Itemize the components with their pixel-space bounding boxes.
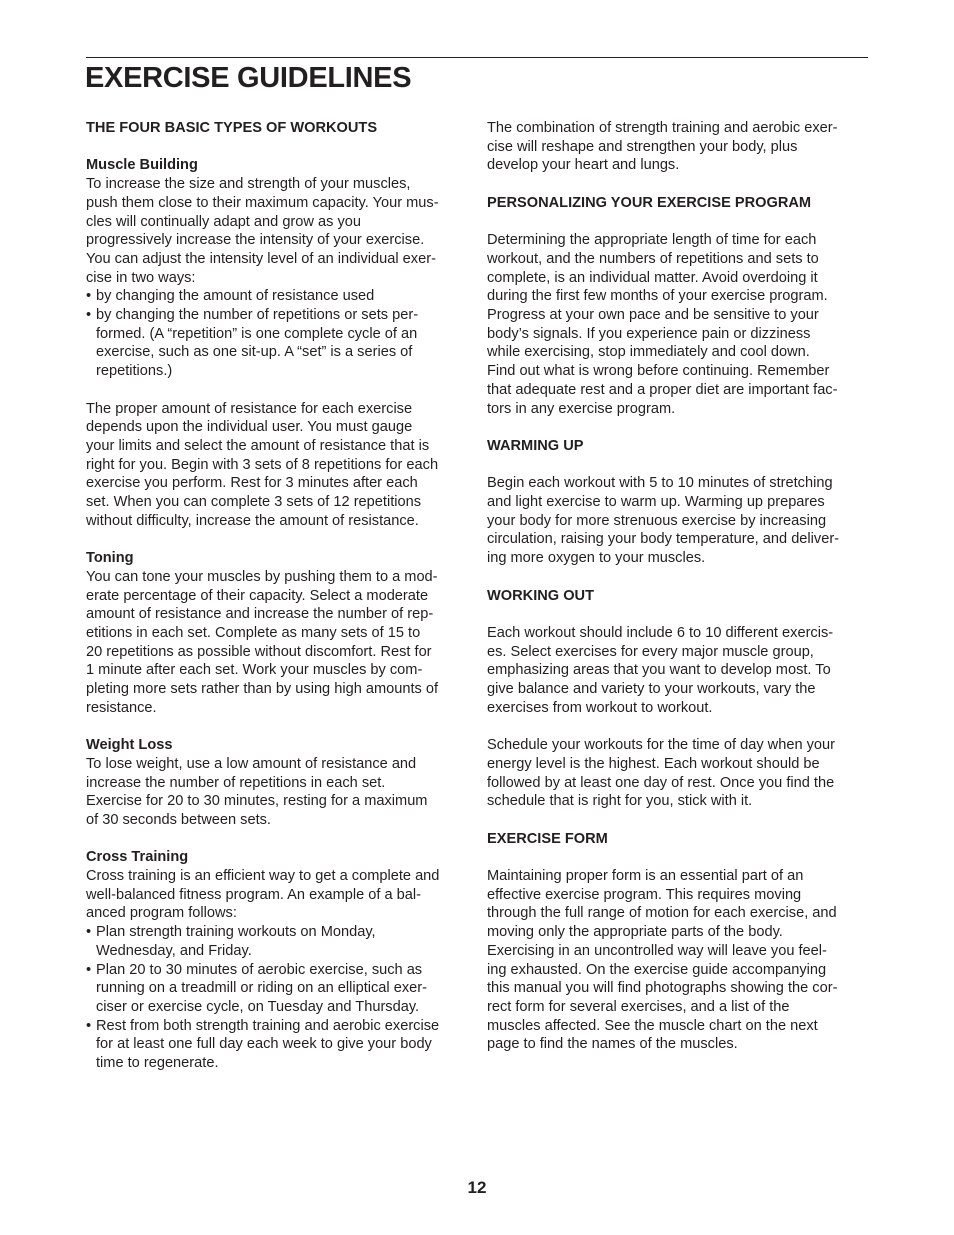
text-line: Cross training is an efficient way to get a complete and xyxy=(86,868,440,885)
text-line: You can tone your muscles by pushing them to a mod- xyxy=(86,568,438,585)
working-out-text xyxy=(487,624,868,718)
text-line: Schedule your workouts for the time of day when your xyxy=(487,737,835,754)
section-heading-working-out: WORKING OUT xyxy=(487,587,595,604)
text-line: followed by at least one day of rest. Once you find the xyxy=(487,774,835,791)
text-line: give balance and variety to your workouts, vary the xyxy=(487,681,816,697)
text-line: Each workout should include 6 to 10 different exercis- xyxy=(487,624,834,641)
bullet-text-line: time to regenerate. xyxy=(96,1055,219,1072)
text-line: To increase the size and strength of your muscles, xyxy=(86,176,411,193)
page-title: EXERCISE GUIDELINES xyxy=(85,62,412,94)
text-line: Progress at your own pace and be sensitive to your xyxy=(487,307,819,323)
warming-up-text xyxy=(487,474,868,568)
text-line: that adequate rest and a proper diet are important fac- xyxy=(487,381,838,398)
text-line: tors in any exercise program. xyxy=(487,400,676,417)
text-line: exercises from workout to workout. xyxy=(487,699,713,716)
text-line: Exercise for 20 to 30 minutes, resting for a maximum xyxy=(86,793,428,810)
text-line: amount of resistance and increase the number of rep- xyxy=(86,606,434,623)
bullet-text-line: formed. (A “repetition” is one complete cycle of an xyxy=(96,325,418,342)
bullet-text-line: exercise, such as one sit-up. A “set” is a series of xyxy=(96,344,413,361)
bullet-text-line: Plan strength training workouts on Monday, xyxy=(96,924,376,941)
section-heading-personalizing: PERSONALIZING YOUR EXERCISE PROGRAM xyxy=(487,194,812,211)
text-line: during the first few months of your exercise program. xyxy=(487,288,828,305)
text-line: cise in two ways: xyxy=(86,269,196,286)
bullet-icon: • xyxy=(86,1017,92,1034)
text-line: and light exercise to warm up. Warming up prepares xyxy=(487,494,825,510)
text-line: set. When you can complete 3 sets of 12 repetitions xyxy=(86,494,422,511)
text-line: erate percentage of their capacity. Select a moderate xyxy=(86,587,429,604)
cross-training-bullets xyxy=(86,923,470,1073)
subheading-cross-training: Cross Training xyxy=(86,849,189,866)
bullet-text-line: Plan 20 to 30 minutes of aerobic exercise, such as xyxy=(96,961,423,978)
cross-training-text xyxy=(86,867,470,923)
text-line: schedule that is right for you, stick with it. xyxy=(487,793,753,810)
text-line: es. Select exercises for every major muscle group, xyxy=(487,643,814,660)
text-line: progressively increase the intensity of your exercise. xyxy=(86,232,425,249)
muscle-building-text xyxy=(86,175,470,287)
text-line: You can adjust the intensity level of an individual exer- xyxy=(86,250,436,267)
bullet-item xyxy=(86,1017,470,1073)
bullet-text-line: Rest from both strength training and aerobic exercise xyxy=(96,1017,440,1034)
text-line: Determining the appropriate length of time for each xyxy=(487,232,817,249)
text-line: your body for more strenuous exercise by increasing xyxy=(487,512,827,529)
text-line: energy level is the highest. Each workout should be xyxy=(487,755,820,772)
right-column xyxy=(487,119,868,1054)
text-line: rect form for several exercises, and a list of the xyxy=(487,998,790,1015)
bullet-icon: • xyxy=(86,307,92,324)
text-line: right for you. Begin with 3 sets of 8 repetitions for each xyxy=(86,456,439,473)
subheading-muscle-building: Muscle Building xyxy=(86,157,198,174)
text-line: moving only the appropriate parts of the body. xyxy=(487,924,783,941)
toning-text xyxy=(86,568,470,718)
exercise-form-text xyxy=(487,867,868,1054)
text-line: pleting more sets rather than by using high amounts of xyxy=(86,681,439,698)
text-line: 1 minute after each set. Work your muscles by com- xyxy=(86,662,423,679)
text-line: cise will reshape and strengthen your body, plus xyxy=(487,138,798,155)
weight-loss-text xyxy=(86,755,470,830)
text-line: The combination of strength training and aerobic exer- xyxy=(487,120,838,136)
text-line: page to find the names of the muscles. xyxy=(487,1036,738,1053)
text-line: ing more oxygen to your muscles. xyxy=(487,550,706,567)
text-line: ing exhausted. On the exercise guide accompanying xyxy=(487,961,827,978)
text-line: cles will continually adapt and grow as you xyxy=(86,213,362,230)
text-line: Find out what is wrong before continuing. Remember xyxy=(487,363,830,380)
text-line: push them close to their maximum capacity. Your mus- xyxy=(86,194,439,211)
schedule-paragraph xyxy=(487,736,868,811)
text-line: complete, is an individual matter. Avoid overdoing it xyxy=(487,269,818,286)
bullet-item xyxy=(86,306,470,381)
left-column xyxy=(86,119,470,1073)
bullet-icon: • xyxy=(86,924,92,941)
section-heading-exercise-form: EXERCISE FORM xyxy=(487,830,608,847)
text-line: of 30 seconds between sets. xyxy=(86,811,271,828)
text-line: your limits and select the amount of resistance that is xyxy=(86,437,430,454)
bullet-item xyxy=(86,287,470,306)
bullet-text-line: repetitions.) xyxy=(96,363,173,380)
text-line: exercise you perform. Rest for 3 minutes after each xyxy=(86,475,418,492)
muscle-building-bullets xyxy=(86,287,470,381)
text-line: workout, and the numbers of repetitions and sets to xyxy=(487,250,819,267)
bullet-icon: • xyxy=(86,961,92,978)
combination-paragraph xyxy=(487,119,868,175)
bullet-item xyxy=(86,923,470,960)
subheading-toning: Toning xyxy=(86,550,134,567)
section-heading-four-types: THE FOUR BASIC TYPES OF WORKOUTS xyxy=(86,120,378,136)
text-line: 20 repetitions as possible without discomfort. Rest for xyxy=(86,643,432,660)
bullet-icon: • xyxy=(86,288,92,305)
text-line: develop your heart and lungs. xyxy=(487,157,680,174)
text-line: Exercising in an uncontrolled way will leave you feel- xyxy=(487,942,827,959)
text-line: increase the number of repetitions in each set. xyxy=(86,774,386,791)
resistance-paragraph xyxy=(86,400,470,531)
text-line: while exercising, stop immediately and cool down. xyxy=(487,344,810,361)
text-line: Maintaining proper form is an essential part of an xyxy=(487,867,804,884)
text-line: circulation, raising your body temperature, and deliver- xyxy=(487,531,840,548)
bullet-item xyxy=(86,961,470,1017)
text-line: this manual you will find photographs showing the cor- xyxy=(487,980,838,997)
bullet-text-line: for at least one full day each week to give your body xyxy=(96,1036,432,1053)
text-line: body’s signals. If you experience pain or dizziness xyxy=(487,325,811,342)
text-line: effective exercise program. This requires moving xyxy=(487,886,802,903)
bullet-text-line: by changing the number of repetitions or sets per- xyxy=(96,307,419,324)
text-line: The proper amount of resistance for each exercise xyxy=(86,400,413,417)
text-line: muscles affected. See the muscle chart on the next xyxy=(487,1017,818,1034)
text-line: resistance. xyxy=(86,699,157,716)
bullet-text-line: Wednesday, and Friday. xyxy=(96,942,252,959)
text-line: without difficulty, increase the amount of resistance. xyxy=(86,512,419,529)
page-number: 12 xyxy=(467,1178,487,1197)
section-heading-warming-up: WARMING UP xyxy=(487,437,584,454)
personalizing-text xyxy=(487,231,868,418)
bullet-text-line: running on a treadmill or riding on an elliptical exer- xyxy=(96,980,427,997)
subheading-weight-loss: Weight Loss xyxy=(86,737,173,754)
text-line: through the full range of motion for each exercise, and xyxy=(487,905,837,922)
text-line: well-balanced fitness program. An example of a bal- xyxy=(86,886,422,903)
text-line: emphasizing areas that you want to develop most. To xyxy=(487,662,831,679)
bullet-text-line: by changing the amount of resistance used xyxy=(96,288,375,305)
text-line: Begin each workout with 5 to 10 minutes of stretching xyxy=(487,475,833,492)
text-line: To lose weight, use a low amount of resistance and xyxy=(86,755,417,772)
text-line: anced program follows: xyxy=(86,905,237,922)
bullet-text-line: ciser or exercise cycle, on Tuesday and Thursday. xyxy=(96,998,420,1015)
text-line: depends upon the individual user. You must gauge xyxy=(86,419,413,436)
text-line: etitions in each set. Complete as many sets of 15 to xyxy=(86,624,421,641)
